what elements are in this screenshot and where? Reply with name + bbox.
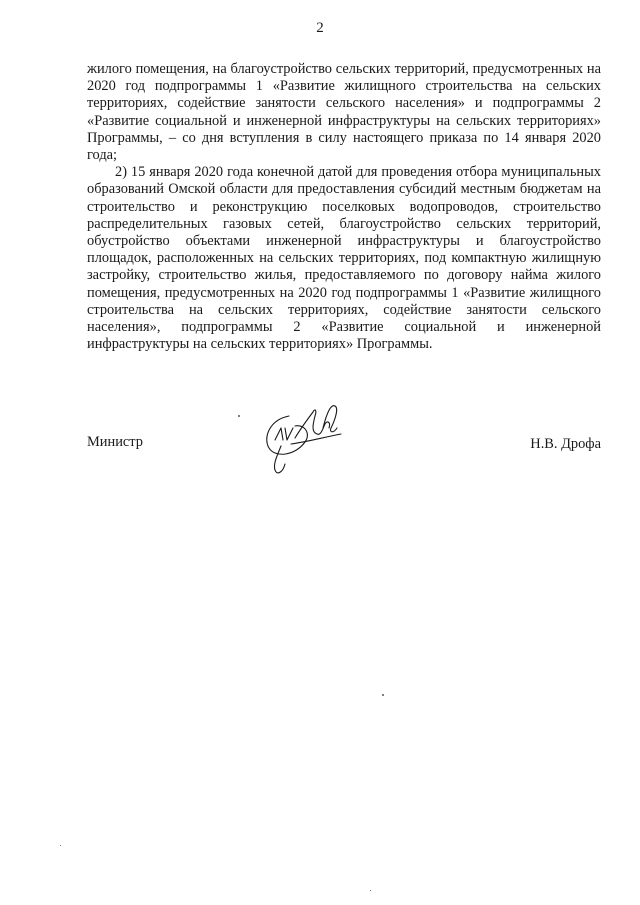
scan-speck	[370, 890, 371, 891]
scan-speck	[382, 694, 384, 696]
signatory-title: Министр	[87, 434, 143, 450]
scan-speck	[238, 415, 240, 417]
scan-speck	[60, 845, 61, 846]
document-body	[87, 61, 601, 353]
paragraph-item-2: 2) 15 января 2020 года конечной датой для проведения отбора муниципальных образований Омской области для предоставления субсидий местным бюджетам на строительство и реконструкцию поселковых водопроводов, строительство распределительных газовых сетей, благоустройство сельских территорий, обустройство объектами инженерной инфраструктуры и благоустройство площадок, расположенных на сельских территориях, под компактную жилищную застройку, строительство жилья, предоставляемого по договору найма жилого помещения, предусмотренных на 2020 год подпрограммы 1 «Развитие жилищного строительства на сельских территориях, содействие занятости сельского населения», подпрограммы 2 «Развитие социальной и инженерной инфраструктуры на сельских территориях» Программы.	[87, 164, 601, 353]
page-number: 2	[316, 20, 324, 36]
signatory-name: Н.В. Дрофа	[530, 436, 601, 452]
signature-block	[87, 434, 601, 454]
paragraph-continuation: жилого помещения, на благоустройство сельских территорий, предусмотренных на 2020 год подпрограммы 1 «Развитие жилищного строительства на сельских территориях, содействие занятости сельского населения» и подпрограммы 2 «Развитие социальной и инженерной инфраструктуры на сельских территориях» Программы, – со дня вступления в силу настоящего приказа по 14 января 2020 года;	[87, 61, 601, 164]
